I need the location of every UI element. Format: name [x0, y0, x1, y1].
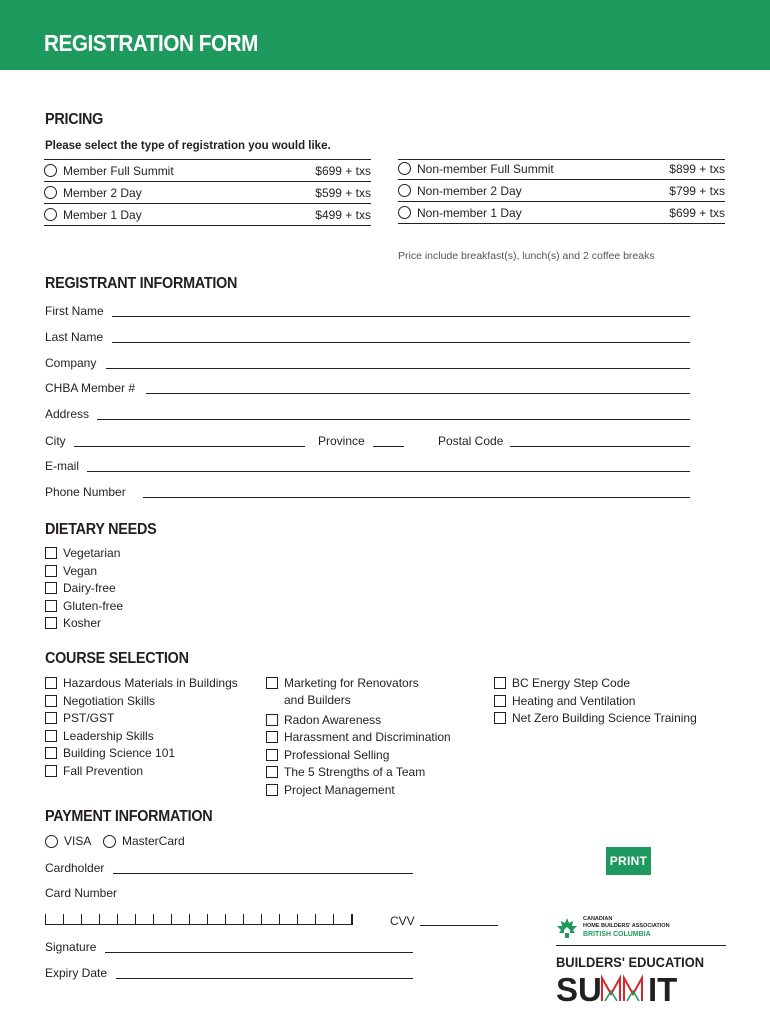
summit-wordmark-graphic: [556, 972, 726, 1004]
dietary-list: [45, 546, 123, 630]
logo-line-2: HOME BUILDERS' ASSOCIATION: [583, 923, 670, 929]
chba-member-label: CHBA Member #: [45, 381, 136, 395]
pricing-option[interactable]: [398, 158, 725, 180]
option-price: $799 + txs: [669, 183, 725, 198]
pricing-option[interactable]: [398, 202, 725, 224]
course-option[interactable]: PST/GST: [45, 711, 238, 725]
first-name-field[interactable]: [112, 316, 690, 317]
checkbox-icon[interactable]: [45, 617, 57, 629]
radio-icon[interactable]: [44, 208, 57, 221]
option-price: $699 + txs: [315, 163, 371, 178]
province-label: Province: [318, 434, 365, 448]
course-option[interactable]: Harassment and Discrimination: [266, 730, 451, 744]
last-name-label: Last Name: [45, 330, 104, 344]
radio-icon[interactable]: [398, 184, 411, 197]
dietary-option[interactable]: Dairy-free: [45, 581, 123, 595]
phone-label: Phone Number: [45, 485, 126, 499]
course-option[interactable]: Marketing for Renovators and Builders: [266, 677, 451, 709]
checkbox-icon[interactable]: [45, 747, 57, 759]
option-label: Member 2 Day: [63, 185, 142, 200]
checkbox-icon[interactable]: [45, 677, 57, 689]
radio-icon[interactable]: [398, 206, 411, 219]
logo-line-1: CANADIAN: [583, 916, 613, 922]
dietary-option[interactable]: Vegan: [45, 564, 123, 578]
signature-label: Signature: [45, 940, 97, 954]
company-label: Company: [45, 356, 97, 370]
postal-code-field[interactable]: [510, 446, 690, 447]
pricing-option[interactable]: [398, 180, 725, 202]
visa-option[interactable]: VISA: [45, 834, 91, 848]
pricing-option[interactable]: [44, 160, 371, 182]
expiry-label: Expiry Date: [45, 966, 108, 980]
course-option[interactable]: Building Science 101: [45, 746, 238, 760]
signature-field[interactable]: [105, 952, 413, 953]
checkbox-icon[interactable]: [266, 784, 278, 796]
option-price: $699 + txs: [669, 205, 725, 220]
dietary-heading: DIETARY NEEDS: [45, 521, 157, 538]
logo-tagline: BUILDERS' EDUCATION: [556, 954, 705, 970]
dietary-option[interactable]: Gluten-free: [45, 599, 123, 613]
email-label: E-mail: [45, 459, 80, 473]
page-title: REGISTRATION FORM: [44, 30, 258, 56]
city-label: City: [45, 434, 66, 448]
radio-icon[interactable]: [44, 164, 57, 177]
card-number-label: Card Number: [45, 886, 118, 900]
course-column-1: [45, 676, 238, 778]
pricing-instruction: Please select the type of registration you would like.: [45, 140, 331, 152]
checkbox-icon[interactable]: [266, 677, 278, 689]
svg-text:IT: IT: [648, 972, 678, 1004]
radio-icon[interactable]: [45, 835, 58, 848]
course-option[interactable]: Professional Selling: [266, 748, 451, 762]
course-option[interactable]: Radon Awareness: [266, 713, 451, 727]
last-name-field[interactable]: [112, 342, 690, 343]
checkbox-icon[interactable]: [494, 677, 506, 689]
pricing-left-list: [44, 160, 371, 226]
cvv-label: CVV: [390, 914, 415, 928]
registrant-heading: REGISTRANT INFORMATION: [45, 275, 238, 292]
province-field[interactable]: [373, 446, 404, 447]
checkbox-icon[interactable]: [45, 565, 57, 577]
pricing-right-list: [398, 158, 725, 224]
checkbox-icon[interactable]: [494, 695, 506, 707]
option-price: $899 + txs: [669, 161, 725, 176]
maple-leaf-house-icon: [556, 917, 578, 939]
checkbox-icon[interactable]: [45, 712, 57, 724]
course-heading: COURSE SELECTION: [45, 650, 189, 667]
radio-icon[interactable]: [103, 835, 116, 848]
dietary-option[interactable]: Vegetarian: [45, 546, 123, 560]
pricing-heading: PRICING: [45, 111, 104, 128]
checkbox-icon[interactable]: [266, 714, 278, 726]
cardholder-label: Cardholder: [45, 861, 105, 875]
checkbox-icon[interactable]: [45, 547, 57, 559]
logo-line-3: BRITISH COLUMBIA: [583, 931, 651, 938]
mastercard-option[interactable]: MasterCard: [103, 834, 185, 848]
chba-bc-logo: [556, 916, 726, 1004]
option-price: $499 + txs: [315, 207, 371, 222]
course-option[interactable]: Project Management: [266, 783, 451, 797]
pricing-option[interactable]: [44, 182, 371, 204]
option-label: Non-member 2 Day: [417, 183, 522, 198]
course-column-3: [494, 676, 697, 725]
course-option[interactable]: Fall Prevention: [45, 764, 238, 778]
address-field[interactable]: [97, 419, 690, 420]
postal-code-label: Postal Code: [438, 434, 504, 448]
checkbox-icon[interactable]: [45, 765, 57, 777]
address-label: Address: [45, 407, 90, 421]
email-field[interactable]: [87, 471, 690, 472]
dietary-option[interactable]: Kosher: [45, 616, 123, 630]
course-option[interactable]: Heating and Ventilation: [494, 694, 697, 708]
option-label: Member Full Summit: [63, 163, 174, 178]
checkbox-icon[interactable]: [266, 731, 278, 743]
svg-text:SU: SU: [556, 972, 602, 1004]
option-price: $599 + txs: [315, 185, 371, 200]
course-option[interactable]: BC Energy Step Code: [494, 676, 697, 690]
print-button[interactable]: PRINT: [606, 847, 651, 875]
expiry-field[interactable]: [116, 978, 413, 979]
course-option[interactable]: Net Zero Building Science Training: [494, 711, 697, 725]
cardholder-field[interactable]: [113, 873, 413, 874]
checkbox-icon[interactable]: [45, 600, 57, 612]
course-option[interactable]: Leadership Skills: [45, 729, 238, 743]
cvv-field[interactable]: [420, 925, 498, 926]
course-option[interactable]: Hazardous Materials in Buildings: [45, 676, 238, 690]
option-label: Non-member Full Summit: [417, 161, 554, 176]
card-number-field[interactable]: [45, 914, 353, 925]
pricing-option[interactable]: [44, 204, 371, 226]
pricing-note: Price include breakfast(s), lunch(s) and 2 coffee breaks: [398, 250, 655, 262]
checkbox-icon[interactable]: [45, 695, 57, 707]
checkbox-icon[interactable]: [45, 582, 57, 594]
checkbox-icon[interactable]: [266, 749, 278, 761]
option-label: Non-member 1 Day: [417, 205, 522, 220]
option-label: Member 1 Day: [63, 207, 142, 222]
payment-heading: PAYMENT INFORMATION: [45, 808, 213, 825]
checkbox-icon[interactable]: [494, 712, 506, 724]
course-column-2: [266, 677, 451, 797]
summit-wordmark: [556, 972, 726, 1004]
city-field[interactable]: [74, 446, 305, 447]
checkbox-icon[interactable]: [45, 730, 57, 742]
radio-icon[interactable]: [44, 186, 57, 199]
radio-icon[interactable]: [398, 162, 411, 175]
first-name-label: First Name: [45, 304, 104, 318]
course-option[interactable]: The 5 Strengths of a Team: [266, 765, 451, 779]
company-field[interactable]: [106, 368, 690, 369]
chba-member-field[interactable]: [146, 393, 690, 394]
checkbox-icon[interactable]: [266, 766, 278, 778]
phone-field[interactable]: [143, 497, 690, 498]
course-option[interactable]: Negotiation Skills: [45, 694, 238, 708]
